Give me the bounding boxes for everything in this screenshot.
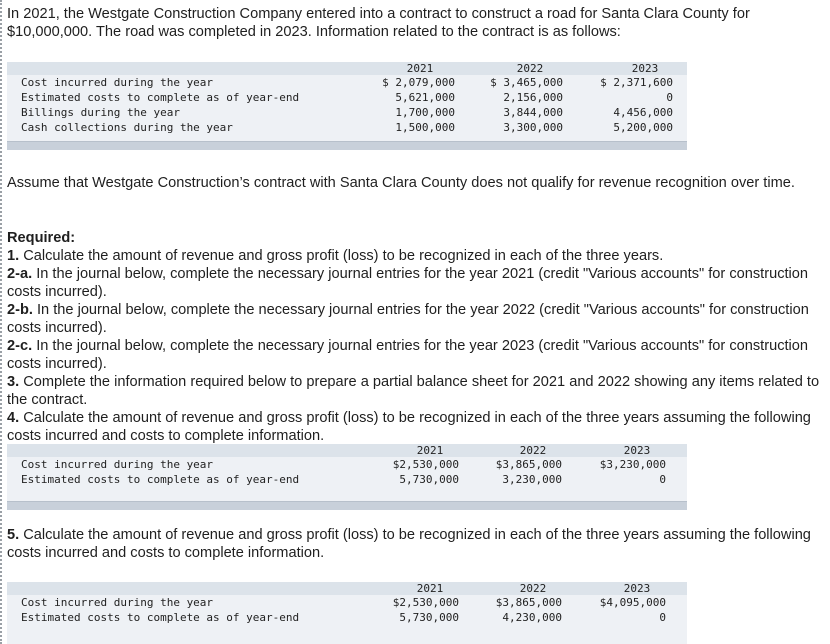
required-section bbox=[7, 229, 822, 445]
cell-value: $2,530,000 bbox=[392, 596, 459, 609]
cell-value: 5,730,000 bbox=[399, 473, 459, 486]
cell-value: 3,300,000 bbox=[503, 121, 563, 134]
table-footer-bar bbox=[7, 501, 687, 510]
left-dotted-border bbox=[0, 0, 2, 644]
req-text: In the journal below, complete the necessary journal entries for the year 2022 (credit "Various accounts" for construction costs incurred). bbox=[7, 302, 809, 336]
cell-value: 3,844,000 bbox=[503, 106, 563, 119]
row-label: Estimated costs to complete as of year-end bbox=[21, 91, 300, 104]
cell-value: 0 bbox=[659, 611, 666, 624]
cell-value: 5,621,000 bbox=[395, 91, 455, 104]
table-header bbox=[7, 62, 687, 75]
col-year-2022: 2022 bbox=[519, 582, 547, 595]
scenario-5-table bbox=[7, 582, 687, 644]
table-row bbox=[7, 90, 687, 105]
cell-value: $4,095,000 bbox=[599, 596, 666, 609]
table-row bbox=[7, 75, 687, 90]
req-num: 2-b. bbox=[7, 302, 33, 318]
req-num: 3. bbox=[7, 374, 20, 390]
cell-value: 4,230,000 bbox=[502, 611, 562, 624]
table-row bbox=[7, 610, 687, 625]
cell-value: $2,530,000 bbox=[392, 458, 459, 471]
req-text: In the journal below, complete the necessary journal entries for the year 2021 (credit "Various accounts" for construction costs incurred). bbox=[7, 266, 809, 300]
col-year-2021: 2021 bbox=[406, 62, 434, 75]
req-num: 2-a. bbox=[7, 266, 33, 282]
col-year-2021: 2021 bbox=[416, 444, 444, 457]
contract-info-table bbox=[7, 62, 687, 150]
table-row bbox=[7, 595, 687, 610]
cell-value: $ 2,371,600 bbox=[600, 76, 673, 89]
req-text: Calculate the amount of revenue and gross profit (loss) to be recognized in each of the three years assuming the following costs incurred and costs to complete information. bbox=[7, 410, 811, 444]
req-text: Calculate the amount of revenue and gross profit (loss) to be recognized in each of the three years assuming the following costs incurred and costs to complete information. bbox=[7, 527, 811, 561]
row-label: Estimated costs to complete as of year-end bbox=[21, 473, 300, 486]
col-year-2021: 2021 bbox=[416, 582, 444, 595]
row-label: Billings during the year bbox=[21, 106, 180, 119]
row-label: Cost incurred during the year bbox=[21, 596, 214, 609]
col-year-2023: 2023 bbox=[631, 62, 659, 75]
table-row bbox=[7, 472, 687, 487]
req-text: Calculate the amount of revenue and gross profit (loss) to be recognized in each of the three years. bbox=[19, 248, 664, 264]
cell-value: 1,500,000 bbox=[395, 121, 455, 134]
cell-value: 5,200,000 bbox=[613, 121, 673, 134]
required-heading: Required: bbox=[7, 230, 76, 246]
req-text: In the journal below, complete the necessary journal entries for the year 2023 (credit "Various accounts" for construction costs incurred). bbox=[7, 338, 809, 372]
col-year-2023: 2023 bbox=[623, 582, 651, 595]
req-num: 5. bbox=[7, 527, 20, 543]
table-header bbox=[7, 582, 687, 595]
table-row bbox=[7, 120, 687, 135]
table-header bbox=[7, 444, 687, 457]
cell-value: $3,865,000 bbox=[495, 458, 562, 471]
cell-value: $3,230,000 bbox=[599, 458, 666, 471]
req-num: 1. bbox=[7, 248, 20, 264]
scenario-4-table bbox=[7, 444, 687, 510]
row-label: Cash collections during the year bbox=[21, 121, 233, 134]
cell-value: 3,230,000 bbox=[502, 473, 562, 486]
cell-value: 2,156,000 bbox=[503, 91, 563, 104]
table-row bbox=[7, 105, 687, 120]
cell-value: $3,865,000 bbox=[495, 596, 562, 609]
cell-value: 4,456,000 bbox=[613, 106, 673, 119]
row-label: Cost incurred during the year bbox=[21, 76, 214, 89]
intro-text: In 2021, the Westgate Construction Company entered into a contract to construct a road for Santa Clara County for $10,000,000. The road was completed in 2023. Information related to the contract is as follows: bbox=[7, 6, 750, 40]
req-num: 2-c. bbox=[7, 338, 33, 354]
col-year-2022: 2022 bbox=[516, 62, 544, 75]
row-label: Estimated costs to complete as of year-end bbox=[21, 611, 300, 624]
cell-value: $ 3,465,000 bbox=[490, 76, 563, 89]
req-text: Complete the information required below to prepare a partial balance sheet for 2021 and 2022 showing any items related to the contract. bbox=[7, 374, 820, 408]
row-label: Cost incurred during the year bbox=[21, 458, 214, 471]
cell-value: 0 bbox=[659, 473, 666, 486]
cell-value: $ 2,079,000 bbox=[382, 76, 455, 89]
item-5-text bbox=[7, 526, 822, 562]
assumption-text: Assume that Westgate Construction’s contract with Santa Clara County does not qualify for revenue recognition over time. bbox=[7, 175, 795, 191]
col-year-2022: 2022 bbox=[519, 444, 547, 457]
cell-value: 0 bbox=[666, 91, 673, 104]
req-num: 4. bbox=[7, 410, 20, 426]
col-year-2023: 2023 bbox=[623, 444, 651, 457]
cell-value: 1,700,000 bbox=[395, 106, 455, 119]
table-row bbox=[7, 457, 687, 472]
cell-value: 5,730,000 bbox=[399, 611, 459, 624]
table-footer-bar bbox=[7, 141, 687, 150]
